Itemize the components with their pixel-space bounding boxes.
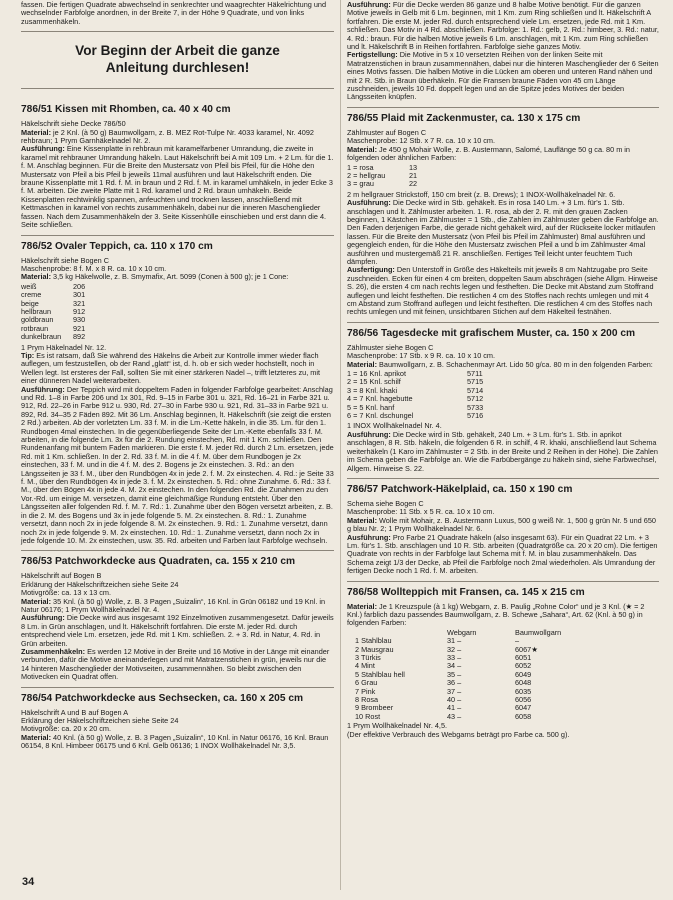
probe-57: Maschenprobe: 11 Stb. x 5 R. ca. 10 x 10 cm. <box>347 507 495 517</box>
list-item: hellbraun 912 <box>21 306 86 316</box>
section-title-57: 786/57 Patchwork-Häkelplaid, ca. 150 x 190 cm <box>347 483 573 495</box>
list-item: 3 = grau 22 <box>347 179 418 189</box>
erklaerung-54: Erklärung der Häkelschriftzeichen siehe Seite 24 <box>21 716 179 725</box>
probe-55: Maschenprobe: 12 Stb. x 7 R. ca. 10 x 10 cm. <box>347 136 496 146</box>
divider <box>347 107 659 108</box>
section-title-56: 786/56 Tagesdecke mit grafischem Muster, ca. 150 x 200 cm <box>347 327 636 339</box>
list-item: goldbraun 930 <box>21 315 86 325</box>
table-row: 9 Brombeer 41 – 6047 <box>355 703 532 713</box>
divider <box>21 88 334 89</box>
section-title-58: 786/58 Wollteppich mit Fransen, ca. 145 x 215 cm <box>347 586 585 598</box>
material-58: Material: Je 1 Kreuzspule (à 1 kg) Webgarn, z. B. Paulig „Rohne Color“ und je 3 Knl. (★ = 2 Knl.) farblich dazu passendes Baumwollgarn, z. B. Schewe „Sahara“, Art. 62 (Knl. à 50 g) in folgenden Farben: <box>347 601 645 628</box>
section-title-53: 786/53 Patchworkdecke aus Quadraten, ca. 155 x 210 cm <box>21 556 296 568</box>
schema-53: Häkelschrift auf Bogen B <box>21 571 102 581</box>
schema-55: Zählmuster auf Bogen C <box>347 127 427 137</box>
schema-52: Häkelschrift siehe Bogen C <box>21 255 110 265</box>
divider <box>347 322 659 323</box>
intro-paragraph: fassen. Die fertigen Quadrate abwechselnd in senkrechter und waagrechter Häkelrichtung und wechselnder Farbfolge anordnen, in der Breite 7, in der Höhe 9 Quadrate, und von links zusammenhäkeln. <box>21 0 327 26</box>
ausfuehrung-57: Ausführung: Pro Farbe 21 Quadrate häkeln (also insgesamt 63). Für ein Quadrat 22 Lm. + 3 Lm. für's 1. Stb. anschlagen und 10 R. Stb. arbeiten (Quadratgröße ca. 20 x 20 cm). Die fertigen Quadrate von rechts in der Farbfolge laut Schema mit f. M. in blau zusammenhäkeln. Das Schema zeigt 1/3 der Decke, ab Pfeil die Farbfolge noch 2mal wiederholen. Als Umrandung der fertigen Decke noch 1 Rd. f. M. arbeiten. <box>347 532 658 576</box>
material-57: Material: Wolle mit Mohair, z. B. Austermann Luxus, 500 g weiß Nr. 1, 500 g grün Nr. 5 und 650 g blau Nr. 2; 1 Prym Wollhäkelnadel Nr. 6. <box>347 515 656 534</box>
section-title-51: 786/51 Kissen mit Rhomben, ca. 40 x 40 cm <box>21 104 231 116</box>
list-item: 3 = 8 Knl. khaki 5714 <box>347 385 484 395</box>
needle-58: 1 Prym Wollhäkelnadel Nr. 4,5. <box>347 721 448 731</box>
list-item: 5 = 5 Knl. hanf 5733 <box>347 402 484 412</box>
probe-52: Maschenprobe: 8 f. M. x 8 R. ca. 10 x 10 cm. <box>21 263 167 273</box>
table-row: 3 Türkis 33 – 6051 <box>355 653 532 662</box>
list-item: weiß 206 <box>21 281 86 291</box>
table-row: 2 Mausgrau 32 – 6067★ <box>355 644 538 654</box>
divider <box>347 581 659 582</box>
list-item: creme 301 <box>21 290 86 300</box>
table-row: 7 Pink 37 – 6035 <box>355 686 532 696</box>
material-53: Material: 35 Knl. (à 50 g) Wolle, z. B. 3 Pagen „Suizalin“, 16 Knl. in Grün 06182 und 19 Knl. in Natur 06176; 1 Prym Wollhäkelnadel Nr. 4. <box>21 596 326 614</box>
table-row: 5 Stahlblau hell 35 – 6049 <box>355 669 532 679</box>
yarn-table-58 <box>355 629 561 721</box>
tip-52: Tip: Es ist ratsam, daß Sie während des Häkelns die Arbeit zur Kontrolle immer wieder flach auflegen, um festzustellen, ob der Rand „glatt“ ist, d. h. ob er sich weder hochstellt, noch in Wellen legt. Ist ersteres der Fall, sollten Sie mit einer stärkeren Nadel –, trifft letzteres zu, mit einer dünneren Nadel weiterarbeiten. <box>21 350 321 386</box>
color-list-55 <box>347 164 659 189</box>
list-item: 6 = 7 Knl. dschungel 5716 <box>347 411 484 421</box>
erklaerung-53: Erklärung der Häkelschriftzeichen siehe Seite 24 <box>21 579 179 589</box>
list-item: 2 = 15 Knl. schilf 5715 <box>347 377 484 387</box>
schema-51: Häkelschrift siehe Decke 786/50 <box>21 119 126 129</box>
schema-56: Zählmuster siehe Bogen C <box>347 342 434 352</box>
divider <box>347 478 659 479</box>
divider <box>21 31 334 32</box>
table-row: 1 Stahlblau 31 – – <box>355 636 520 646</box>
right-column <box>347 0 659 739</box>
list-item: 4 = 7 Knl. hagebutte 5712 <box>347 394 484 404</box>
table-row: 10 Rost 43 – 6058 <box>355 711 532 721</box>
list-item: beige 321 <box>21 298 86 308</box>
column-divider <box>340 0 341 890</box>
list-item: rotbraun 921 <box>21 323 86 333</box>
zusammenhaekeln-53: Zusammenhäkeln: Es werden 12 Motive in der Breite und 16 Motive in der Länge mit einander verbunden, dafür die Motive aneinanderlegen und mit Matratzenstichen in grün, jeweils nur die 14 hinteren Maschenglieder der Motivseiten, zusammennähen. So bleibt zwischen den Motivecken ein Quadrat offen. <box>21 646 330 682</box>
table-row: 8 Rosa 40 – 6056 <box>355 695 532 705</box>
ausfuehrung-55: Ausführung: Die Decke wird in Stb. gehäkelt. Es in rosa 140 Lm. + 3 Lm. für's 1. Stb. anschlagen und lt. Zählmuster arbeiten. 1. R. rosa, ab der 2. R. mit den grauen Zacken beginnen, 1 Kästchen im Zählmuster = 1 Stb., die Zahlen im Zählmuster geben die Farbfolge an. Den Faden derjenigen Farbe, die gerade nicht gehäkelt wird, auf der Rückseite locker mitlaufen lassen. Für die Breite den Mustersatz (von Pfeil bis Pfeil im Zählmuster) 8mal ausführen und gegengleich enden, für die Höhe den Mustersatz zwischen Pfeil a und b im Zählmuster 4mal ausführen und mustergemäß 21 R. anschließen. Fertiges Teil leicht unter feuchtem Tuch dämpfen. <box>347 198 659 266</box>
page-number: 34 <box>22 876 35 888</box>
probe-56: Maschenprobe: 17 Stb. x 9 R. ca. 10 x 10 cm. <box>347 351 496 361</box>
section-title-54: 786/54 Patchworkdecke aus Sechsecken, ca. 160 x 205 cm <box>21 692 304 704</box>
section-title-55: 786/55 Plaid mit Zackenmuster, ca. 130 x 175 cm <box>347 112 581 124</box>
schema-54: Häkelschrift A und B auf Bogen A <box>21 707 129 717</box>
ausfuehrung-54-cont: Ausführung: Für die Decke werden 86 ganze und 8 halbe Motive benötigt. Für die ganzen Motive jeweils in Gelb mit 6 Lm. beginnen, mit 1 Km. zum Ring schließen und lt. Häkelschrift A fortfahren. Die erste M. jeder Rd. durch entsprechend viele Lm. ersetzen, jede Rd. mit 1 Km. schließen. Das Motiv in 4 Rd. abschließen. Farbfolge: 1. Rd.: gelb, 2. Rd.: himbeer, 3. Rd.: natur, 4. Rd.: braun. Für die halben Motive jeweils 6 Lm. anschlagen, mit 1 Km. zum Ring schließen und lt. Häkelschrift B in Reihen fortfahren. Farbfolge siehe ganzes Motiv. <box>347 0 659 52</box>
color-list-56 <box>347 370 659 420</box>
motiv-53: Motivgröße: ca. 13 x 13 cm. <box>21 588 112 598</box>
table-row: 6 Grau 36 – 6048 <box>355 678 532 688</box>
list-item: 1 = 16 Knl. aprikot 5711 <box>347 369 483 379</box>
divider <box>21 235 334 236</box>
ausfertigung-55: Ausfertigung: Den Unterstoff in Größe des Häkelteils mit jeweils 8 cm Nahtzugabe pro Seite zuschneiden. Ecken für einen 4 cm breiten, doppelten Saum abschrägen (siehe Allgm. Hinweise S. 26), die ersten 4 cm nach rechts legen und festheften. Die Decke mit Abstand zum Stoffrand auflegen und leicht festheften. Die restlichen 4 cm des Stoffes nach rechts umlegen und mit 4 cm Abstand zum Stoffrand auflegen und leicht festheften. Die restlichen 4 cm des Stoffes nach rechts umlegen und mit feinen, unsichtbaren Stichen auf dem Häkelteil festnähen. <box>347 265 658 317</box>
ausfuehrung-51: Ausführung: Eine Kissenplatte in rehbraun mit karamelfarbener Umrandung, die zweite in karamel mit rehbrauner Umrandung häkeln. Laut Häkelschrift bei A mit 109 Lm. + 2 Lm. für die 1. f. M. Anschlag beginnen. Für die Breite den Mustersatz von Pfeil bis Pfeil, für die Höhe den Mustersatz von Pfeil a bis Pfeil b jeweils 11mal ausführen und laut Häkelschrift enden. Die braune Kissenplatte mit 1 Rd. f. M. in braun und 2 Rd. f. M. in karamel umhäkeln, in jeder Ecke 3 f. M. arbeiten. Die zweite Platte mit 1 Rd. karamel und 2 Rd. braun umhäkeln. Beide Kissenplatten rechtwinklig spannen, anfeuchten und trocknen lassen, anschließend mit Kettmaschen in karamel von rechts zusammenhäkeln, dabei nur die inneren Maschenglieder fassen. Nach dem Zusammenhäkeln der 3. Seite Kissenhülle einschieben und erst dann die 4. Seite schließen. <box>21 144 334 230</box>
table-row: 4 Mint 34 – 6052 <box>355 661 532 671</box>
needle-52: 1 Prym Häkelnadel Nr. 12. <box>21 342 107 352</box>
needle-56: 1 INOX Wollhäkelnadel Nr. 4. <box>347 421 442 431</box>
material-52: Material: 3,5 kg Häkelwolle, z. B. Smymafix, Art. 5099 (Conen à 500 g); je 1 Cone: <box>21 272 289 282</box>
material-56: Material: Baumwollgarn, z. B. Schachenmayr Art. Lido 50 g/ca. 80 m in den folgenden Farben: <box>347 359 653 369</box>
material-54: Material: 40 Knl. (à 50 g) Wolle, z. B. 3 Pagen „Suizalin“, 10 Knl. in Natur 06176, 16 Knl. Braun 06154, 8 Knl. Himbeer 06175 und 6 Knl. Gelb 06136; 1 INOX Wollhäkelnadel Nr. 3,5. <box>21 732 329 751</box>
color-list-52 <box>21 283 334 342</box>
list-item: dunkelbraun 892 <box>21 332 86 342</box>
needle-55: 2 m hellgrauer Strickstoff, 150 cm breit (z. B. Drews); 1 INOX-Wollhäkelnadel Nr. 6. <box>347 189 616 199</box>
fertigstellung-54: Fertigstellung: Die Motive in 5 x 10 versetzten Reihen von der linken Seite mit Matratzenstichen in braun zusammennähen, dabei nur die hinteren Maschenglieder der 6 Seiten eines Motivs fassen. Die halben Motive in die Lücken am oberen und unteren Rand nähen und mit 2 R. Stb. in Braun überhäkeln. Für die Fransen braune Fäden von 45 cm Länge zuschneiden, jeweils 10 Fd. doppelt legen und an die Spitze jedes Motives der beiden Längsseiten knüpfen. <box>347 50 659 102</box>
material-55: Material: Je 450 g Mohair Wolle, z. B. Austermann, Salomé, Lauflänge 50 g ca. 80 m in folgenden oder ähnlichen Farben: <box>347 144 630 163</box>
list-item: 1 = rosa 13 <box>347 162 418 172</box>
section-title-52: 786/52 Ovaler Teppich, ca. 110 x 170 cm <box>21 240 213 252</box>
list-item: 2 = hellgrau 21 <box>347 170 418 180</box>
motiv-54: Motivgröße: ca. 20 x 20 cm. <box>21 724 112 734</box>
read-instructions-banner: Vor Beginn der Arbeit die ganze Anleitung durchlesen! <box>75 43 280 76</box>
note-58: (Der effektive Verbrauch des Webgarns beträgt pro Farbe ca. 500 g). <box>347 729 570 739</box>
left-column <box>21 0 334 751</box>
ausfuehrung-56: Ausführung: Die Decke wird in Stb. gehäkelt, 240 Lm. + 3 Lm. für's 1. Stb. in aprikot anschlagen, 8 R. Stb. häkeln, die folgenden 6 R. in schilf, 4 R. khaki, anschließend laut Schema weiterhäkeln (1 Karo im Zählmuster = 2 Stb. in der Breite und 2 Reihen in der Höhe). Die Zahlen im Schema geben die Farbfolge an. Wie die Farbübergänge zu häkeln sind, siehe Farbwechsel, Allgem. Hinweise S. 22. <box>347 429 658 473</box>
table-header-row: Webgarn Baumwollgarn <box>447 627 562 637</box>
schema-57: Schema siehe Bogen C <box>347 498 424 508</box>
material-51: Material: je 2 Knl. (à 50 g) Baumwollgarn, z. B. MEZ Rot-Tulpe Nr. 4033 karamel, Nr. 4092 rehbraun; 1 Prym Garnhäkelnadel Nr. 2. <box>21 127 314 146</box>
ausfuehrung-52: Ausführung: Der Teppich wird mit doppeltem Faden in folgender Farbfolge gearbeitet: Anschlag und Rd. 1–8 in Farbe 206 und 1x 301, Rd. 9–15 in Farbe 301 u. 321, Rd. 16–21 in Farbe 321 u. 912, Rd. 22–26 in Farbe 912 u. 930, Rd. 27–30 in Farbe 930 u. 921, Rd. 31–33 in Farbe 921 u. 892, Rd. 34–35 2 Fäden 892. Mit 36 Lm. Anschlag beginnen, lt. Häkelschrift (sie zeigt die ersten 2 Rd.) arbeiten. Ab der vorletzten Lm. 33 f. M. in die Lm.-Kette häkeln, in die 35. Lm. für den 1. Rundbogen 4mal einstechen. In die gegenüberliegende Seite der Lm.-Kette ebenfalls 33 f. M. arbeiten, in die folgende Lm. 3x für die 2. Rundung einstechen, Rd. mit 1 Km. schließen. Den Rundenanfang mit buntem Faden markieren. Die erste f. M. jeder Rd. durch 2 Lm. ersetzen, jede Rd. mit 1 Km. schließen. In der 2. Rd. 33 f. M. in die 4 f. M. über dem Rundbogen je 2x einstechen, 33 f. M. und in die 4 f. M. des 2. Bogens je 2x einstechen. 3. Rd.: an den Längsseiten je 33 f. M., über den Rundbögen 4x in jede 2. f. M. 2x einstechen. 4. Rd.: je Seite 33 f. M., über den Rundbögen 4x in jede 3. f. M. 2x einstechen. 5. Rd.: ohne Zunahme. 6. Rd.: 33 f. M., über den Bögen 4x in jede 4. M. 2x einstechen. In den folgenden Rd. die Zunahmen zu den Vor.-Rd. um einige M. versetzen, damit eine gleichmäßige Rundung entsteht. Über den Längsseiten aller folgenden Rd. f. M. 7. Rd.: 1. Zunahme über den Bögen versetzt arbeiten, z. B. in die 2. M. des Bogens und 3x in jede folgende 5. M. 2x einstechen. 8. Rd.: 1. Zunahme versetzt, dann noch 2x in jede folgende 8. M. 2x einstechen. 9. Rd.: 1. Zunahme versetzt, dann noch 2x in jede folgende 9. M. 2x einstechen. 10. Rd.: 1. Zunahme versetzt, dann noch 2x in jede folgende 10. M. 2x einstechen, usw. 35. Rd. arbeiten und Farben laut Farbfolge wechseln. <box>21 384 334 545</box>
ausfuehrung-53: Ausführung: Die Decke wird aus insgesamt 192 Einzelmotiven zusammengesetzt. Dafür jeweils 8 Lm. in Grün anschlagen, und lt. Häkelschrift fortfahren. Die erste M. jeder Rd. durch entsprechend viele Lm. ersetzen, jede Rd. mit 1 Km. schließen. 2. + 3. Rd. in Natur, 4. Rd. in Grün arbeiten. <box>21 613 334 648</box>
divider <box>21 687 334 688</box>
divider <box>21 550 334 551</box>
